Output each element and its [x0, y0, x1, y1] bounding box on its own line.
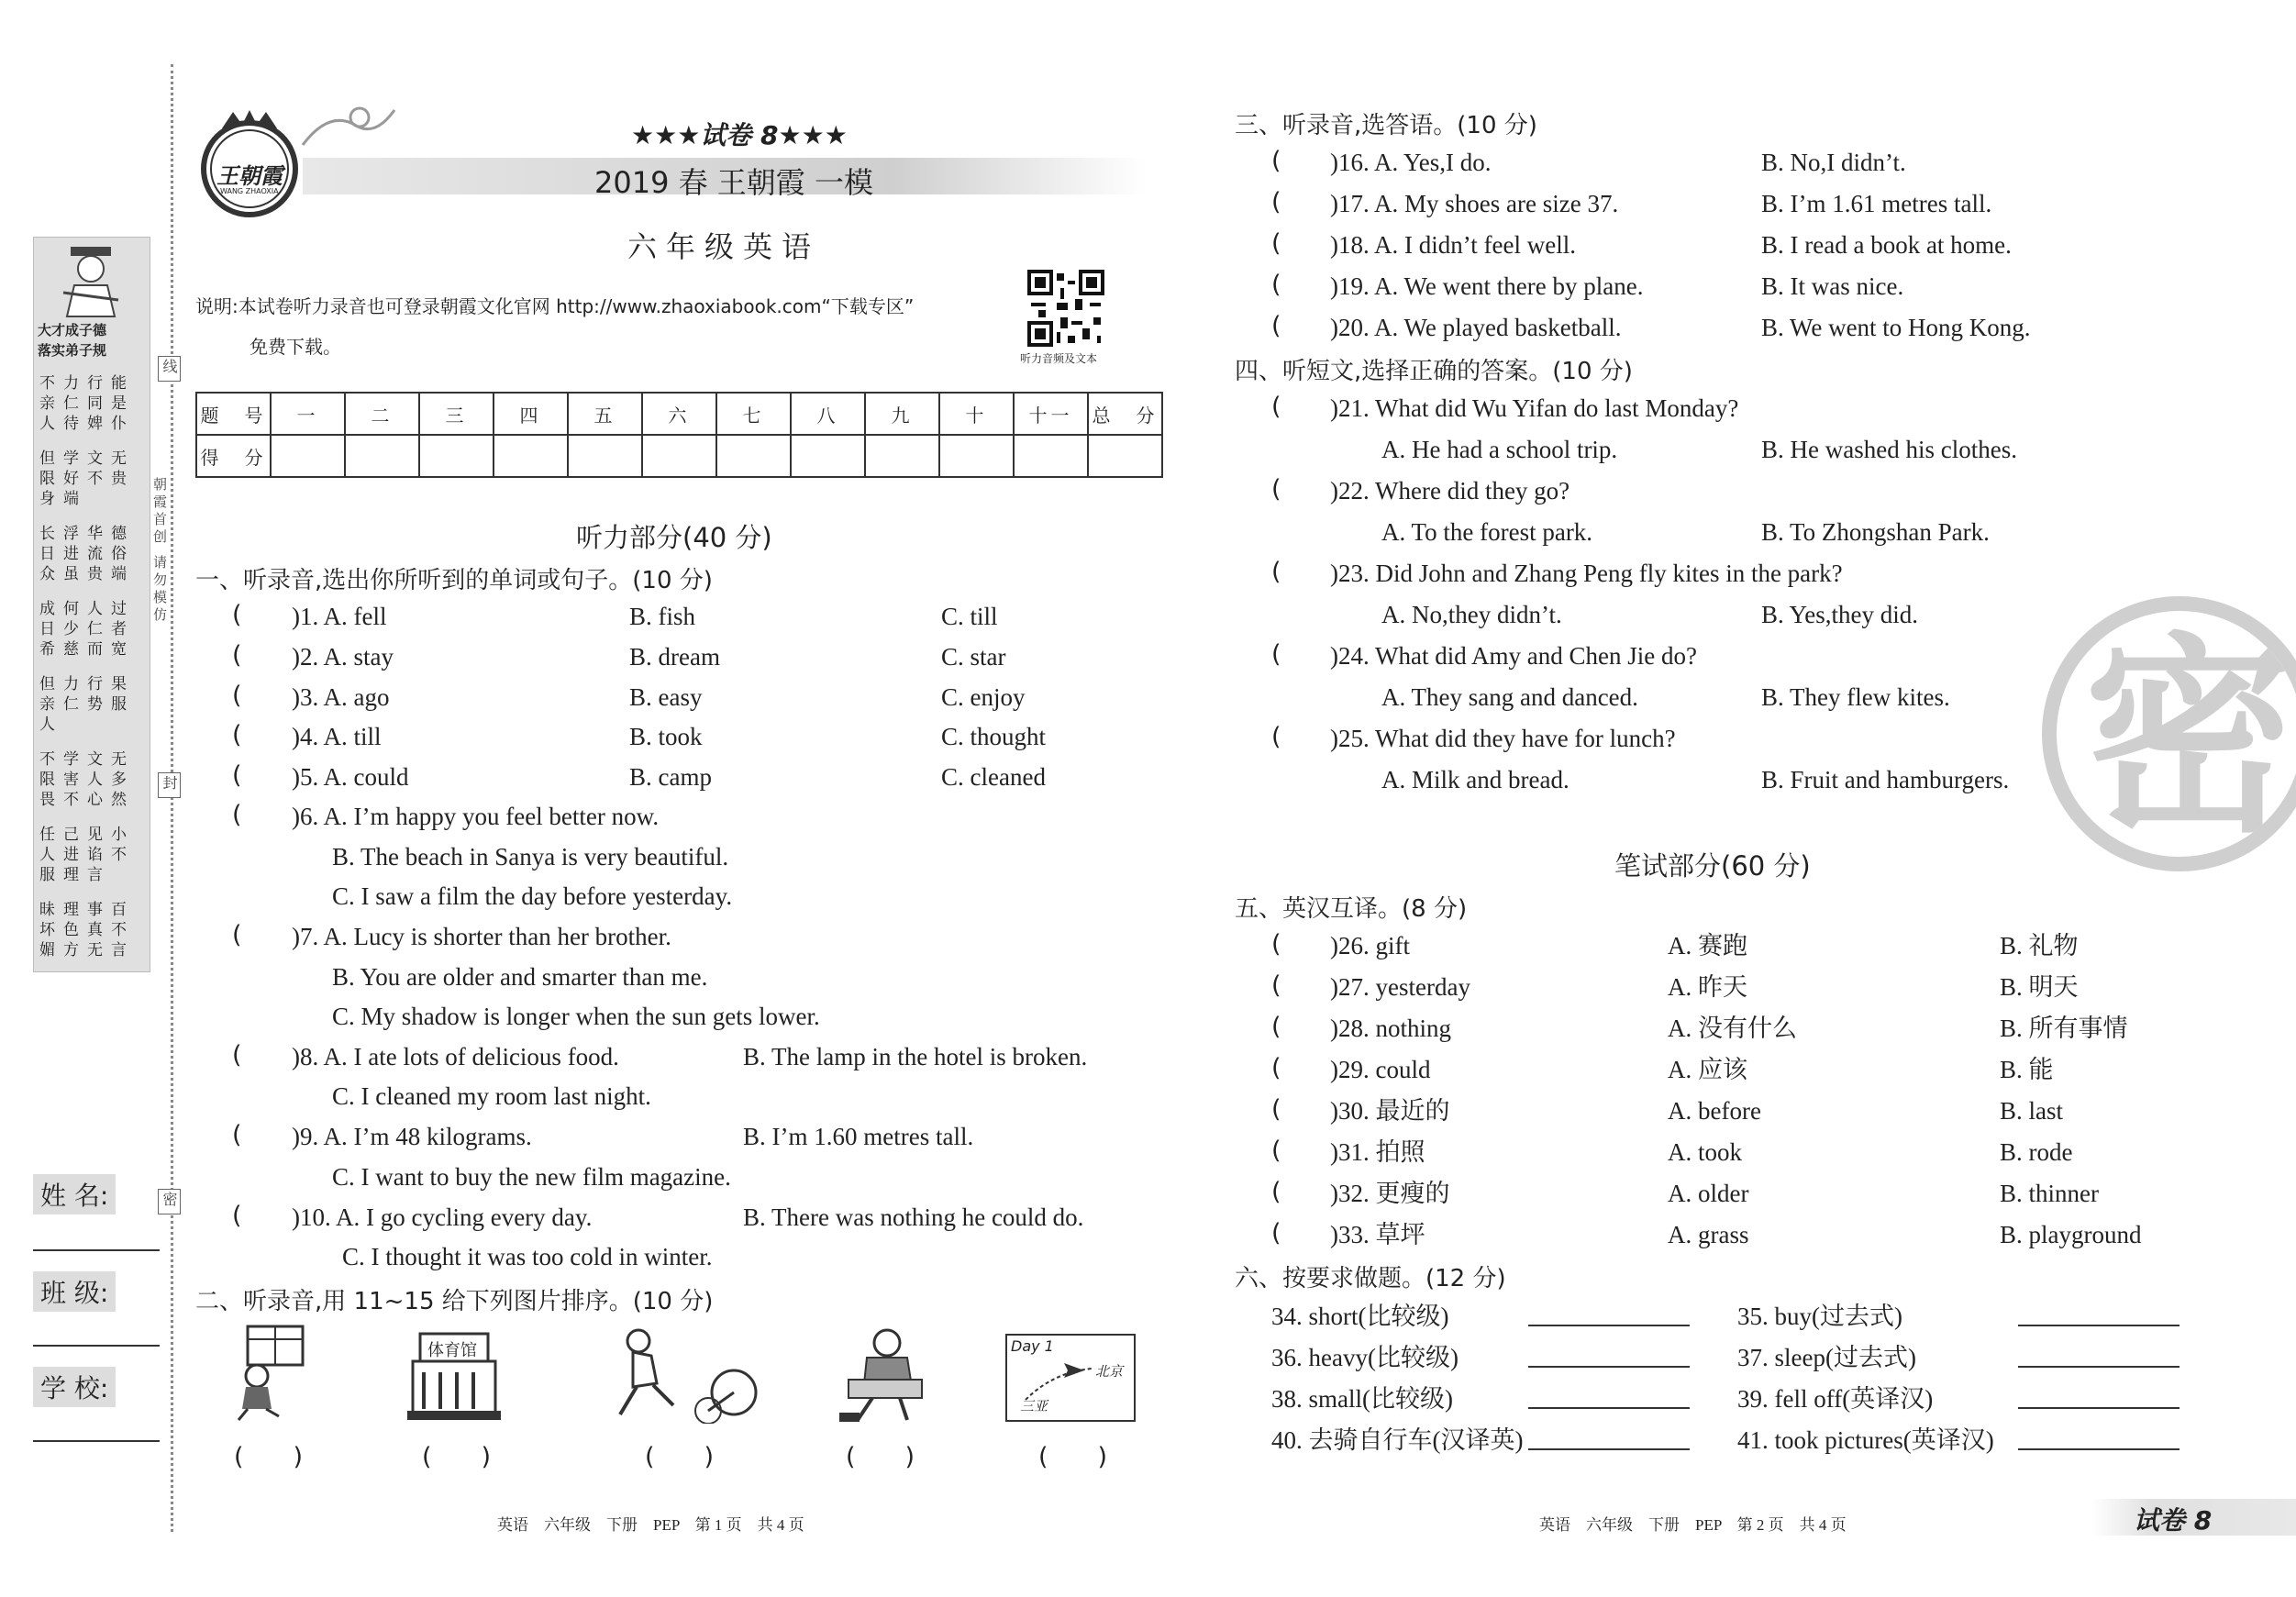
- q23-paren[interactable]: (: [1271, 558, 1281, 586]
- logo-text: 王朝霞: [216, 163, 283, 189]
- q5-option-c: C. cleaned: [941, 763, 1046, 791]
- q25-question: )25. What did they have for lunch?: [1330, 725, 1676, 752]
- q20-option-a: )20. A. We played basketball.: [1330, 314, 1622, 341]
- slogan-line-2: 落实弟子规: [38, 342, 107, 359]
- gym-sign-text: 体育馆: [427, 1341, 477, 1360]
- q28-word: )28. nothing: [1330, 1015, 1451, 1042]
- score-cell-header: 四: [494, 393, 568, 435]
- q30-word: )30. 最近的: [1330, 1097, 1450, 1125]
- map-day-label: Day 1: [1011, 1337, 1054, 1355]
- q36-answer-blank[interactable]: [1528, 1366, 1690, 1368]
- score-cell-header: 三: [419, 393, 494, 435]
- q21-option-b: B. He washed his clothes.: [1761, 436, 2017, 463]
- slogan-col-3: 长浮华德日进流俗众虽贵端: [39, 525, 135, 583]
- q4-paren[interactable]: (: [232, 721, 242, 749]
- slogan-col-8: 昧理事百坏色真不媚方无言: [39, 901, 135, 959]
- q8-option-b: B. The lamp in the hotel is broken.: [743, 1043, 1088, 1070]
- download-note-2: 免费下载。: [250, 336, 341, 358]
- q22-option-a: A. To the forest park.: [1381, 518, 1593, 546]
- q41-answer-blank[interactable]: [2018, 1448, 2180, 1450]
- seal-character: 密: [2084, 616, 2296, 861]
- score-cell-header: 一: [271, 393, 345, 435]
- q38-prompt: 38. small(比较级): [1271, 1385, 1453, 1413]
- logo-emblem: [194, 108, 305, 218]
- q37-prompt: 37. sleep(过去式): [1737, 1344, 1916, 1371]
- q4-option-b: B. took: [629, 723, 703, 750]
- map-sanya-label: 三亚: [1020, 1398, 1048, 1414]
- score-cell-header: 二: [345, 393, 419, 435]
- score-cell-header: 六: [642, 393, 716, 435]
- score-input-cell[interactable]: [419, 435, 494, 477]
- airplane-route-icon: [1007, 1336, 1134, 1420]
- q2-paren[interactable]: (: [232, 641, 242, 670]
- written-part-title: 笔试部分(60 分): [1614, 850, 1811, 882]
- q8-option-c: C. I cleaned my room last night.: [332, 1082, 651, 1110]
- score-cell-header: 题 号: [196, 393, 271, 435]
- school-input-line[interactable]: [33, 1440, 160, 1442]
- score-cell-header: 八: [791, 393, 865, 435]
- score-table-header-row: [196, 393, 1162, 435]
- score-cell-header: 十: [939, 393, 1014, 435]
- left-page-footer: 英语 六年级 下册 PEP 第 1 页 共 4 页: [497, 1516, 804, 1534]
- pic1-order-paren[interactable]: ( ): [234, 1443, 304, 1471]
- binding-mark-secret: 密: [158, 1189, 181, 1214]
- q31-option-a: A. took: [1668, 1138, 1742, 1166]
- map-beijing-label: 北京: [1095, 1363, 1124, 1380]
- q7-paren[interactable]: (: [232, 921, 242, 949]
- q4-option-c: C. thought: [941, 723, 1047, 750]
- score-table-score-row: [196, 435, 1162, 477]
- q19-option-b: B. It was nice.: [1761, 272, 1904, 300]
- q26-word: )26. gift: [1330, 932, 1410, 959]
- class-label: 班 级:: [33, 1271, 116, 1312]
- q23-question: )23. Did John and Zhang Peng fly kites in the park?: [1330, 560, 1843, 587]
- logo-subtext: WANG ZHAOXIA: [220, 187, 279, 195]
- pic5-order-paren[interactable]: ( ): [1038, 1443, 1108, 1471]
- q40-answer-blank[interactable]: [1528, 1448, 1690, 1450]
- section-5-heading: 五、英汉互译。(8 分): [1235, 895, 1468, 923]
- footer-badge: 试卷 8: [2134, 1505, 2213, 1536]
- q31-word: )31. 拍照: [1330, 1138, 1425, 1166]
- section-1-heading: 一、听录音,选出你所听到的单词或句子。(10 分): [195, 567, 713, 594]
- q18-option-b: B. I read a book at home.: [1761, 231, 2012, 259]
- q6-paren[interactable]: (: [232, 801, 242, 829]
- picture-travel-map: [1005, 1334, 1136, 1422]
- slogan-col-7: 任己见小人进谄不服理言: [39, 826, 135, 884]
- section-3-heading: 三、听录音,选答语。(10 分): [1235, 112, 1537, 139]
- score-input-cell[interactable]: [716, 435, 791, 477]
- q6-option-c: C. I saw a film the day before yesterday.: [332, 882, 733, 910]
- q6-option-a: )6. A. I’m happy you feel better now.: [292, 803, 660, 830]
- section-4-heading: 四、听短文,选择正确的答案。(10 分): [1235, 358, 1633, 385]
- name-label: 姓 名:: [33, 1174, 116, 1214]
- score-input-cell[interactable]: [791, 435, 865, 477]
- q3-option-a: )3. A. ago: [292, 683, 390, 711]
- q1-option-c: C. till: [941, 603, 998, 630]
- section-6-heading: 六、按要求做题。(12 分): [1235, 1265, 1506, 1292]
- q21-option-a: A. He had a school trip.: [1381, 436, 1618, 463]
- exam-badge: ★★★试卷 8★★★: [631, 120, 848, 150]
- q19-option-a: )19. A. We went there by plane.: [1330, 272, 1644, 300]
- slogan-col-5: 但力行果亲仁势服人: [39, 675, 135, 734]
- q21-paren[interactable]: (: [1271, 393, 1281, 421]
- q22-option-b: B. To Zhongshan Park.: [1761, 518, 1990, 546]
- q10-paren[interactable]: (: [232, 1202, 242, 1230]
- q35-answer-blank[interactable]: [2018, 1325, 2180, 1326]
- score-row-label: 得 分: [196, 435, 271, 477]
- score-input-cell[interactable]: [865, 435, 939, 477]
- score-input-cell[interactable]: [568, 435, 642, 477]
- download-note: 说明:本试卷听力录音也可登录朝霞文化官网 http://www.zhaoxiabook.com“下载专区”: [195, 295, 915, 317]
- q16-option-a: )16. A. Yes,I do.: [1330, 149, 1492, 176]
- qr-code-icon[interactable]: [1027, 270, 1104, 347]
- q3-option-c: C. enjoy: [941, 683, 1026, 711]
- q29-word: )29. could: [1330, 1056, 1431, 1083]
- q29-paren[interactable]: (: [1271, 1054, 1281, 1082]
- picture-gym: [404, 1330, 505, 1422]
- q17-option-a: )17. A. My shoes are size 37.: [1330, 190, 1619, 217]
- q6-option-b: B. The beach in Sanya is very beautiful.: [332, 843, 729, 871]
- score-table: [195, 392, 1163, 478]
- q16-paren[interactable]: (: [1271, 147, 1281, 175]
- q21-question: )21. What did Wu Yifan do last Monday?: [1330, 394, 1739, 422]
- q29-option-a: A. 应该: [1668, 1056, 1747, 1083]
- q32-word: )32. 更瘦的: [1330, 1180, 1450, 1207]
- binding-notice: 朝霞首创 请勿模仿: [151, 477, 168, 625]
- q5-option-b: B. camp: [629, 763, 712, 791]
- q25-paren[interactable]: (: [1271, 723, 1281, 751]
- exam-title: 2019 春 王朝霞 一模: [594, 165, 873, 200]
- binding-dotted-line: [171, 64, 173, 1532]
- picture-boy-at-window-icon: [220, 1321, 321, 1422]
- listening-title: 听力部分(40 分): [576, 522, 772, 553]
- score-cell-header: 七: [716, 393, 791, 435]
- q27-word: )27. yesterday: [1330, 973, 1470, 1001]
- q28-option-a: A. 没有什么: [1668, 1015, 1797, 1042]
- pic2-order-paren[interactable]: ( ): [422, 1443, 492, 1471]
- q31-option-b: B. rode: [2000, 1138, 2073, 1166]
- right-page-footer: 英语 六年级 下册 PEP 第 2 页 共 4 页: [1539, 1516, 1847, 1534]
- q9-option-a: )9. A. I’m 48 kilograms.: [292, 1123, 532, 1150]
- q24-question: )24. What did Amy and Chen Jie do?: [1330, 642, 1697, 670]
- subject-title: 六年级英语: [627, 229, 821, 264]
- binding-mark-line: 线: [158, 356, 181, 382]
- q9-option-b: B. I’m 1.60 metres tall.: [743, 1123, 974, 1150]
- q9-paren[interactable]: (: [232, 1121, 242, 1149]
- q26-option-a: A. 赛跑: [1668, 932, 1747, 959]
- section-2-heading: 二、听录音,用 11~15 给下列图片排序。(10 分): [195, 1288, 714, 1315]
- q18-option-a: )18. A. I didn’t feel well.: [1330, 231, 1576, 259]
- q31-paren[interactable]: (: [1271, 1137, 1281, 1165]
- slogan-col-4: 成何人过日少仁者希慈而宽: [39, 600, 135, 659]
- q8-option-a: )8. A. I ate lots of delicious food.: [292, 1043, 619, 1070]
- q10-option-b: B. There was nothing he could do.: [743, 1203, 1084, 1231]
- score-cell-header: 五: [568, 393, 642, 435]
- score-input-cell[interactable]: [939, 435, 1014, 477]
- q27-option-b: B. 明天: [2000, 973, 2079, 1001]
- binding-mark-seal: 封: [158, 772, 181, 798]
- score-input-cell[interactable]: [1014, 435, 1088, 477]
- q8-paren[interactable]: (: [232, 1041, 242, 1070]
- score-cell-header: 十一: [1014, 393, 1088, 435]
- q30-paren[interactable]: (: [1271, 1095, 1281, 1124]
- school-label: 学 校:: [33, 1367, 116, 1407]
- qr-caption: 听力音频及文本: [1020, 352, 1098, 365]
- q3-option-b: B. easy: [629, 683, 703, 711]
- q34-answer-blank[interactable]: [1528, 1325, 1690, 1326]
- q33-word: )33. 草坪: [1330, 1221, 1425, 1248]
- q29-option-b: B. 能: [2000, 1056, 2054, 1083]
- slogan-panel: [33, 237, 150, 972]
- q2-option-a: )2. A. stay: [292, 643, 394, 671]
- q32-paren[interactable]: (: [1271, 1178, 1281, 1206]
- q35-prompt: 35. buy(过去式): [1737, 1303, 1902, 1330]
- q5-paren[interactable]: (: [232, 761, 242, 790]
- q7-option-c: C. My shadow is longer when the sun gets lower.: [332, 1003, 820, 1030]
- picture-cyclist-fallen-icon: [605, 1328, 761, 1424]
- q25-option-a: A. Milk and bread.: [1381, 766, 1569, 793]
- q7-option-a: )7. A. Lucy is shorter than her brother.: [292, 923, 671, 950]
- q1-paren[interactable]: (: [232, 601, 242, 629]
- q20-paren[interactable]: (: [1271, 312, 1281, 340]
- q4-option-a: )4. A. till: [292, 723, 382, 750]
- name-input-line[interactable]: [33, 1249, 160, 1251]
- q26-paren[interactable]: (: [1271, 930, 1281, 959]
- score-input-cell[interactable]: [271, 435, 345, 477]
- q24-option-a: A. They sang and danced.: [1381, 683, 1638, 711]
- q32-option-b: B. thinner: [2000, 1180, 2099, 1207]
- class-input-line[interactable]: [33, 1345, 160, 1347]
- q2-option-c: C. star: [941, 643, 1006, 671]
- q39-answer-blank[interactable]: [2018, 1407, 2180, 1409]
- q37-answer-blank[interactable]: [2018, 1366, 2180, 1368]
- q22-paren[interactable]: (: [1271, 475, 1281, 504]
- q18-paren[interactable]: (: [1271, 229, 1281, 258]
- picture-boy-sitting-icon: [830, 1325, 931, 1425]
- q1-option-b: B. fish: [629, 603, 696, 630]
- q10-option-a: )10. A. I go cycling every day.: [292, 1203, 593, 1231]
- q41-prompt: 41. took pictures(英译汉): [1737, 1426, 1994, 1454]
- score-cell-header: 总 分: [1088, 393, 1162, 435]
- q30-option-b: B. last: [2000, 1097, 2064, 1125]
- q32-option-a: A. older: [1668, 1180, 1749, 1207]
- ribbon-decoration-icon: [294, 99, 404, 154]
- slogan-line-1: 大才成子德: [38, 322, 107, 338]
- q28-option-b: B. 所有事情: [2000, 1015, 2128, 1042]
- q39-prompt: 39. fell off(英译汉): [1737, 1385, 1934, 1413]
- q38-answer-blank[interactable]: [1528, 1407, 1690, 1409]
- score-cell-header: 九: [865, 393, 939, 435]
- q36-prompt: 36. heavy(比较级): [1271, 1344, 1459, 1371]
- q5-option-a: )5. A. could: [292, 763, 409, 791]
- slogan-col-2: 但学文无限好不贵身端: [39, 449, 135, 508]
- q24-option-b: B. They flew kites.: [1761, 683, 1950, 711]
- q33-option-b: B. playground: [2000, 1221, 2142, 1248]
- slogan-col-1: 不力行能亲仁同是人待婢仆: [39, 374, 135, 433]
- q30-option-a: A. before: [1668, 1097, 1761, 1125]
- q22-question: )22. Where did they go?: [1330, 477, 1570, 505]
- q33-paren[interactable]: (: [1271, 1219, 1281, 1248]
- q27-paren[interactable]: (: [1271, 971, 1281, 1000]
- pic3-order-paren[interactable]: ( ): [645, 1443, 715, 1471]
- q19-paren[interactable]: (: [1271, 271, 1281, 299]
- q17-option-b: B. I’m 1.61 metres tall.: [1761, 190, 1992, 217]
- q23-option-a: A. No,they didn’t.: [1381, 601, 1562, 628]
- q23-option-b: B. Yes,they did.: [1761, 601, 1919, 628]
- score-input-cell[interactable]: [1088, 435, 1162, 477]
- q28-paren[interactable]: (: [1271, 1013, 1281, 1041]
- score-input-cell[interactable]: [494, 435, 568, 477]
- q17-paren[interactable]: (: [1271, 188, 1281, 216]
- pic4-order-paren[interactable]: ( ): [846, 1443, 915, 1471]
- q33-option-a: A. grass: [1668, 1221, 1749, 1248]
- slogan-col-6: 不学文无限害人多畏不心然: [39, 750, 135, 809]
- q40-prompt: 40. 去骑自行车(汉译英): [1271, 1426, 1524, 1454]
- q1-option-a: )1. A. fell: [292, 603, 387, 630]
- q24-paren[interactable]: (: [1271, 640, 1281, 669]
- q25-option-b: B. Fruit and hamburgers.: [1761, 766, 2010, 793]
- q2-option-b: B. dream: [629, 643, 720, 671]
- confidential-seal: [2042, 596, 2296, 871]
- score-input-cell[interactable]: [642, 435, 716, 477]
- q26-option-b: B. 礼物: [2000, 932, 2079, 959]
- q16-option-b: B. No,I didn’t.: [1761, 149, 1906, 176]
- q3-paren[interactable]: (: [232, 682, 242, 710]
- q10-option-c: C. I thought it was too cold in winter.: [342, 1243, 713, 1270]
- q7-option-b: B. You are older and smarter than me.: [332, 963, 708, 991]
- q34-prompt: 34. short(比较级): [1271, 1303, 1449, 1330]
- q9-option-c: C. I want to buy the new film magazine.: [332, 1163, 731, 1191]
- score-input-cell[interactable]: [345, 435, 419, 477]
- q20-option-b: B. We went to Hong Kong.: [1761, 314, 2031, 341]
- q27-option-a: A. 昨天: [1668, 973, 1747, 1001]
- scholar-figure-icon: [54, 245, 128, 318]
